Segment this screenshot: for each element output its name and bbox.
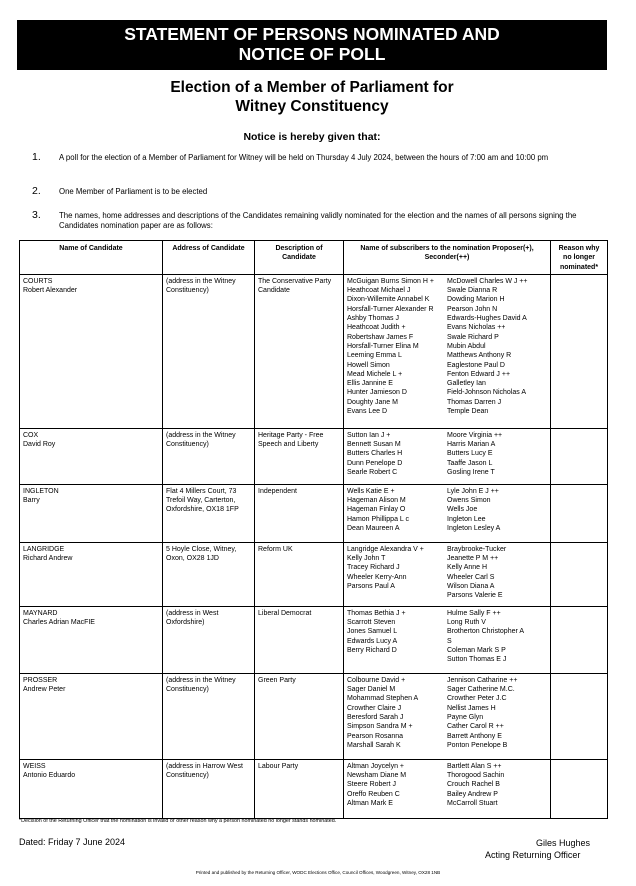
subscribers-left-column [347, 676, 447, 750]
subscriber-name: Oreffo Reuben C [347, 790, 400, 798]
candidate-row [20, 542, 608, 606]
officer-name: Giles Hughes [536, 838, 591, 848]
subscriber-name: Hulme Sally F ++ [447, 609, 501, 617]
subscribers-right-column [447, 609, 547, 665]
subscriber-name: Bailey Andrew P [447, 790, 498, 798]
subscriber-name: Crowther Claire J [347, 704, 402, 712]
subscribers-left-column [347, 487, 447, 533]
subscriber-name: Butters Lucy E [447, 450, 493, 458]
subscriber-name: Marshall Sarah K [347, 741, 401, 749]
subscriber-name: Thomas Bethia J + [347, 609, 406, 617]
candidate-address: (address in the Witney Constituency) [163, 274, 255, 428]
subscriber-name: Evans Lee D [347, 408, 388, 416]
subscriber-name: Jennison Catharine ++ [447, 676, 518, 684]
subscriber-name: Wells Joe [447, 506, 478, 514]
subscriber-name: Sager Daniel M [347, 686, 396, 694]
subscribers-right-column [447, 431, 547, 477]
candidate-subscribers [344, 428, 551, 484]
candidate-subscribers [344, 542, 551, 606]
candidate-forenames: Charles Adrian MacFIE [23, 619, 95, 627]
candidate-name-cell [20, 484, 163, 542]
subscriber-name: Swale Richard P [447, 333, 499, 341]
subscribers-left-column [347, 277, 447, 416]
subscriber-name: Evans Nicholas ++ [447, 324, 506, 332]
subscriber-name: Heathcoat Michael J [347, 287, 411, 295]
candidate-surname: MAYNARD [23, 609, 58, 617]
officer-title: Acting Returning Officer [485, 850, 581, 860]
candidate-address: Flat 4 Millers Court, 73 Trefoil Way, Carterton, Oxfordshire, OX18 1FP [163, 484, 255, 542]
subscriber-name: Langridge Alexandra V + [347, 545, 424, 553]
subscriber-name: Leeming Emma L [347, 352, 402, 360]
subscriber-name: Ponton Penelope B [447, 741, 508, 749]
subscriber-name: Cather Carol R ++ [447, 723, 504, 731]
subscriber-name: Ellis Jannine E [347, 380, 393, 388]
subscriber-name: Crowther Peter J.C [447, 695, 507, 703]
candidate-address: (address in West Oxfordshire) [163, 606, 255, 673]
candidate-forenames: David Roy [23, 441, 56, 449]
subscribers-right-column [447, 277, 547, 416]
subscriber-name: Nellist James H [447, 704, 496, 712]
subscriber-name: Eaglestone Paul D [447, 361, 505, 369]
banner-title-line2: NOTICE OF POLL [238, 44, 386, 64]
subscriber-name: Berry Richard D [347, 647, 397, 655]
subscriber-name: Newsham Diane M [347, 772, 407, 780]
table-header-row [20, 241, 608, 275]
subscriber-name: Hageman Alison M [347, 497, 406, 505]
candidate-surname: PROSSER [23, 676, 58, 684]
subscriber-name: Beresford Sarah J [347, 714, 404, 722]
subscribers-right-column [447, 487, 547, 533]
subscriber-name: Wilson Diana A [447, 583, 495, 591]
election-title-line2: Witney Constituency [235, 98, 389, 115]
election-title-line1: Election of a Member of Parliament for [170, 79, 454, 96]
subscriber-name: Dean Maureen A [347, 525, 400, 533]
subscriber-name: Wells Katie E + [347, 487, 395, 495]
candidate-subscribers [344, 673, 551, 759]
imprint: Printed and published by the Returning Officer, WODC Elections Office, Council Offices, Woodgreen, Witney, OX28 1NB [195, 870, 441, 875]
subscriber-name: Mubin Abdul [447, 342, 486, 350]
subscriber-name: Robertshaw James F [347, 333, 414, 341]
subscriber-name: Edwards-Hughes David A [447, 315, 527, 323]
candidate-subscribers [344, 606, 551, 673]
candidate-row [20, 673, 608, 759]
subscriber-name: Lyle John E J ++ [447, 487, 499, 495]
candidate-subscribers [344, 274, 551, 428]
item-number: 1. [32, 151, 41, 163]
header-name: Name of Candidate [20, 241, 163, 275]
candidate-address: (address in the Witney Constituency) [163, 673, 255, 759]
candidate-surname: COURTS [23, 277, 53, 285]
subscriber-name: Hamon Phillippa L c [347, 515, 409, 523]
candidate-forenames: Andrew Peter [23, 686, 66, 694]
header-address: Address of Candidate [163, 241, 255, 275]
candidate-reason [551, 759, 608, 818]
subscriber-name: Edwards Lucy A [347, 637, 398, 645]
subscriber-name: Barrett Anthony E [447, 732, 502, 740]
candidate-description: Green Party [255, 673, 344, 759]
subscriber-name: Parsons Valerie E [447, 592, 503, 600]
subscriber-name: Mohammad Stephen A [347, 695, 419, 703]
notice-given-line: Notice is hereby given that: [243, 131, 381, 143]
candidate-description: Reform UK [255, 542, 344, 606]
candidate-address: (address in Harrow West Constituency) [163, 759, 255, 818]
returning-officer [485, 837, 590, 861]
candidate-name-cell [20, 606, 163, 673]
subscriber-name: Ingleton Lee [447, 515, 486, 523]
subscriber-name: Moore Virginia ++ [447, 431, 503, 439]
subscriber-name: Butters Charles H [347, 450, 403, 458]
subscriber-name: Wheeler Carl S [447, 573, 495, 581]
subscriber-name: Coleman Mark S P [447, 647, 506, 655]
subscriber-name: Dowding Marion H [447, 296, 505, 304]
candidate-row [20, 428, 608, 484]
candidate-name-cell [20, 274, 163, 428]
candidate-reason [551, 673, 608, 759]
subscriber-name: Payne Glyn [447, 714, 484, 722]
subscriber-name: Owens Simon [447, 497, 491, 505]
subscribers-right-column [447, 545, 547, 601]
subscriber-name: Horsfall-Turner Elina M [347, 342, 419, 350]
subscribers-left-column [347, 609, 447, 665]
subscriber-name: Jeanette P M ++ [447, 555, 499, 563]
subscribers-left-column [347, 431, 447, 477]
subscriber-name: Ingleton Lesley A [447, 525, 501, 533]
subscribers-right-column [447, 762, 547, 808]
subscriber-name: Tracey Richard J [347, 564, 400, 572]
candidate-subscribers [344, 759, 551, 818]
candidate-reason [551, 606, 608, 673]
candidate-forenames: Antonio Eduardo [23, 772, 76, 780]
candidate-forenames: Robert Alexander [23, 287, 78, 295]
subscriber-name: Hageman Finlay O [347, 506, 406, 514]
candidate-row [20, 759, 608, 818]
candidate-description: The Conservative Party Candidate [255, 274, 344, 428]
candidate-surname: INGLETON [23, 487, 59, 495]
subscriber-name: Altman Mark E [347, 800, 393, 808]
candidate-name-cell [20, 542, 163, 606]
subscriber-name: Pearson John N [447, 305, 498, 313]
candidate-name-cell [20, 428, 163, 484]
subscriber-name: Searle Robert C [347, 469, 398, 477]
candidate-reason [551, 428, 608, 484]
subscriber-name: Sutton Thomas E J [447, 656, 507, 664]
dated-line: Dated: Friday 7 June 2024 [19, 837, 126, 847]
subscriber-name: Temple Dean [447, 408, 489, 416]
subscriber-name: Jones Samuel L [347, 628, 398, 636]
subscriber-name: Mead Michele L + [347, 370, 403, 378]
candidate-row [20, 274, 608, 428]
subscriber-name: Doughty Jane M [347, 398, 398, 406]
candidate-description: Heritage Party - Free Speech and Liberty [255, 428, 344, 484]
candidate-address: 5 Hoyle Close, Witney, Oxon, OX28 1JD [163, 542, 255, 606]
subscriber-name: Howell Simon [347, 361, 390, 369]
candidate-surname: WEISS [23, 762, 46, 770]
notice-banner [17, 20, 607, 70]
subscriber-name: Dixon-Willemite Annabel K [347, 296, 430, 304]
subscriber-name: Simpson Sandra M + [347, 723, 413, 731]
subscriber-name: Field-Johnson Nicholas A [447, 389, 526, 397]
subscriber-name: McDowell Charles W J ++ [447, 277, 528, 285]
subscriber-name: Sutton Ian J + [347, 431, 391, 439]
item-number: 3. [32, 209, 41, 221]
candidate-forenames: Richard Andrew [23, 555, 73, 563]
candidate-description: Independent [255, 484, 344, 542]
subscriber-name: Kelly Anne H [447, 564, 488, 572]
subscriber-name: Parsons Paul A [347, 583, 395, 591]
header-reason: Reason why no longer nominated* [551, 241, 608, 275]
subscriber-name: Heathcoat Judith + [347, 324, 406, 332]
subscriber-name: Scarrott Steven [347, 619, 396, 627]
header-subscribers: Name of subscribers to the nomination Proposer(+), Seconder(++) [344, 241, 551, 275]
subscriber-name: Hunter Jamieson D [347, 389, 407, 397]
subscriber-name: Colbourne David + [347, 676, 406, 684]
candidate-surname: LANGRIDGE [23, 545, 65, 553]
item-number: 2. [32, 185, 41, 197]
candidate-reason [551, 542, 608, 606]
candidate-subscribers [344, 484, 551, 542]
subscriber-name: McGuigan Burns Simon H + [347, 277, 434, 285]
subscriber-name: Kelly John T [347, 555, 386, 563]
candidate-surname: COX [23, 431, 39, 439]
subscriber-name: Thorogood Sachin [447, 772, 505, 780]
candidate-description: Liberal Democrat [255, 606, 344, 673]
subscriber-name: Long Ruth V [447, 619, 486, 627]
subscriber-name: Dunn Penelope D [347, 459, 403, 467]
subscriber-name: Gosling Irene T [447, 469, 495, 477]
candidate-reason [551, 274, 608, 428]
subscriber-name: Braybrooke-Tucker [447, 545, 507, 553]
subscribers-left-column [347, 762, 447, 808]
subscriber-name: Brotherton Christopher A [447, 628, 525, 636]
subscriber-name: Altman Joycelyn + [347, 762, 404, 770]
item-text: A poll for the election of a Member of Parliament for Witney will be held on Thursday 4 July 2024, between the hours of 7:00 am and 10:00 pm [59, 153, 549, 162]
candidate-address: (address in the Witney Constituency) [163, 428, 255, 484]
subscribers-left-column [347, 545, 447, 601]
subscriber-name: Sager Catherine M.C. [447, 686, 515, 694]
subscriber-name: Harris Marian A [447, 441, 496, 449]
candidate-name-cell [20, 759, 163, 818]
subscriber-name: Taaffe Jason L [447, 459, 493, 467]
item-text: The names, home addresses and descriptions of the Candidates remaining validly nominated for the election and the names of all persons signing the Candidates nomination paper are as follows: [59, 211, 577, 230]
subscriber-name: Pearson Rosanna [347, 732, 404, 740]
candidate-row [20, 484, 608, 542]
subscriber-name: Ashby Thomas J [347, 315, 400, 323]
candidates-table [19, 240, 608, 819]
candidate-forenames: Barry [23, 497, 40, 505]
item-text: One Member of Parliament is to be elected [59, 187, 208, 196]
subscriber-name: Steere Robert J [347, 781, 397, 789]
header-description: Description of Candidate [255, 241, 344, 275]
subscriber-name: Swale Dianna R [447, 287, 498, 295]
candidate-reason [551, 484, 608, 542]
footnote: *Decision of the Returning Officer that the nomination is invalid or other reason why a person nominated no longer stands nominated. [19, 818, 337, 824]
subscriber-name: Galletley Ian [447, 380, 486, 388]
subscriber-name: Bennett Susan M [347, 441, 401, 449]
subscriber-name: Matthews Anthony R [447, 352, 512, 360]
candidate-row [20, 606, 608, 673]
election-title [17, 78, 607, 116]
subscriber-name: Horsfall-Turner Alexander R [347, 305, 434, 313]
subscriber-name: Crouch Rachel B [447, 781, 500, 789]
subscriber-name: Wheeler Kerry-Ann [347, 573, 407, 581]
candidate-description: Labour Party [255, 759, 344, 818]
subscribers-right-column [447, 676, 547, 750]
subscriber-name: Bartlett Alan S ++ [447, 762, 502, 770]
banner-title-line1: STATEMENT OF PERSONS NOMINATED AND [124, 24, 500, 44]
subscriber-name: McCarroll Stuart [447, 800, 498, 808]
subscriber-name: Fenton Edward J ++ [447, 370, 511, 378]
subscriber-name: S [447, 637, 452, 645]
subscriber-name: Thomas Darren J [447, 398, 502, 406]
candidate-name-cell [20, 673, 163, 759]
